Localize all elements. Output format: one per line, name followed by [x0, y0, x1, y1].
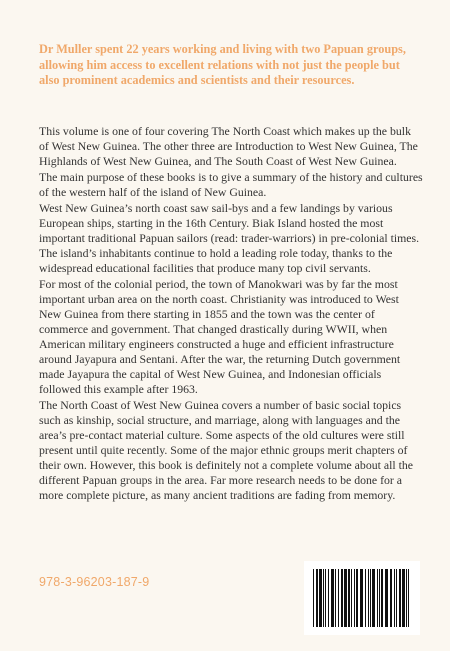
barcode-bar	[338, 569, 339, 627]
barcode-bar	[365, 569, 366, 627]
barcode-bar	[331, 569, 334, 627]
barcode-bar	[390, 569, 392, 627]
barcode-bar	[348, 569, 350, 627]
barcode-bar	[356, 569, 358, 627]
barcode-bar	[396, 569, 397, 627]
barcode-bar	[368, 569, 369, 627]
barcode	[304, 561, 420, 635]
description-paragraph: The North Coast of West New Guinea covers a number of basic social topics such as kinship, social structure, and marriage, along with languages and the area’s pre-contact material culture. Some aspects of the old cultures were still present until quite recently. Some of the major ethnic groups merit chapters of their own. However, this book is definitely not a complete volume about all the different Papuan groups in the area. Far more research needs to be done for a more complete picture, as many ancient traditions are fading from memory.	[39, 398, 413, 502]
barcode-bar	[328, 569, 329, 627]
barcode-bar	[360, 569, 363, 627]
barcode-bar	[354, 569, 355, 627]
barcode-bar	[351, 569, 352, 627]
barcode-bar	[385, 569, 388, 627]
barcode-bar	[341, 569, 343, 627]
barcode-bar	[399, 569, 401, 627]
barcode-bar	[406, 569, 407, 627]
barcode-bar	[323, 569, 324, 627]
barcode-bar	[372, 569, 375, 627]
barcode-bar	[325, 569, 326, 627]
barcode-bar	[370, 569, 371, 627]
description-paragraph: This volume is one of four covering The North Coast which makes up the bulk of West New Guinea. The other three are Introduction to West New Guinea, The Highlands of West New Guinea, and The South Coast of West New Guinea.	[39, 124, 418, 168]
author-blurb: Dr Muller spent 22 years working and living with two Papuan groups, allowing him access to excellent relations with not just the people but also prominent academics and scientists and their resources.	[39, 42, 406, 88]
barcode-bar	[379, 569, 380, 627]
description-paragraph: The main purpose of these books is to give a summary of the history and cultures of the western half of the island of New Guinea.	[39, 170, 423, 199]
barcode-bar	[319, 569, 322, 627]
description-paragraph: For most of the colonial period, the town of Manokwari was by far the most important urban area on the north coast. Christianity was introduced to West New Guinea from there starting in 1855 and the town was the center of commerce and government. That changed drastically during WWII, when American military engineers constructed a huge and efficient infrastructure around Jayapura and Sentani. After the war, the returning Dutch government made Jayapura the capital of West New Guinea, and Indonesian officials followed this example after 1963.	[39, 277, 401, 396]
barcode-bar	[335, 569, 336, 627]
isbn-number: 978-3-96203-187-9	[39, 575, 150, 589]
barcode-bar	[316, 569, 318, 627]
barcode-bar	[408, 569, 409, 627]
barcode-bar	[394, 569, 395, 627]
description-body	[39, 124, 423, 504]
description-paragraph: West New Guinea’s north coast saw sail-bys and a few landings by various European ships, starting in the 16th Century. Biak Island hosted the most important traditional Papuan sailors (read: trader-warriors) in pre-colonial times. The island’s inhabitants continue to hold a leading role today, thanks to the widespread educational facilities that produce many top civil servants.	[39, 201, 420, 275]
barcode-graphic	[304, 561, 420, 635]
barcode-bar	[344, 569, 347, 627]
barcode-bar	[381, 569, 383, 627]
barcode-bar	[313, 569, 314, 627]
barcode-bar	[377, 569, 378, 627]
barcode-bar	[402, 569, 405, 627]
